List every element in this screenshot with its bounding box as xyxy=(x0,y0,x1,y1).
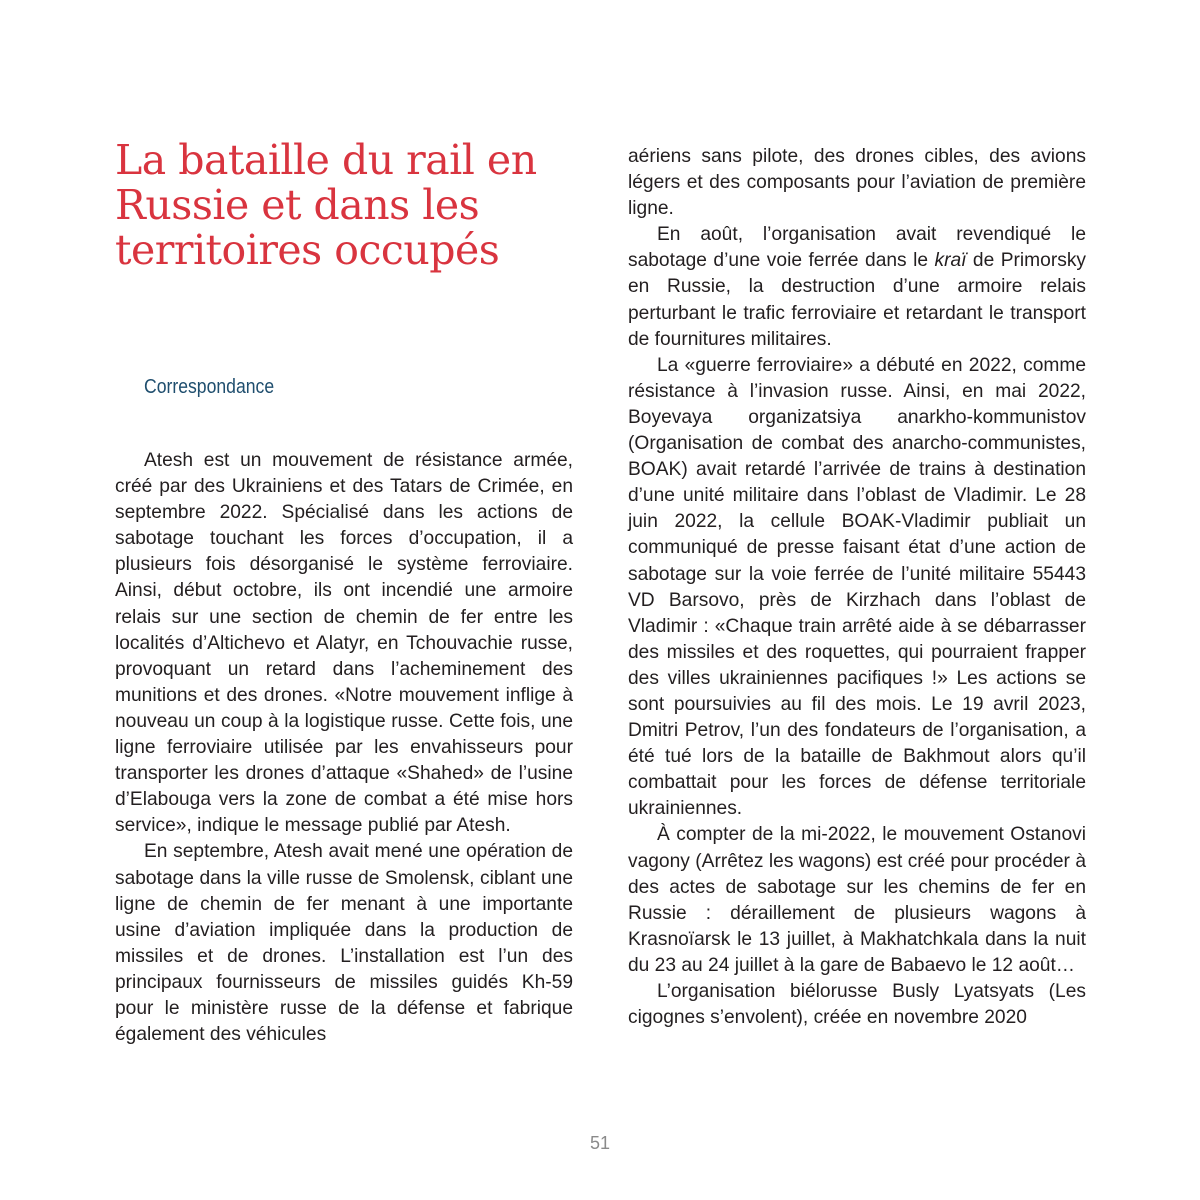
page-number: 51 xyxy=(589,1133,611,1153)
italic-term: kraï xyxy=(934,250,967,272)
text-span: de Primorsky en Russie, la destruction d’une armoire relais perturbant le trafic ferroviaire et retardant le transport de fournitures militaires. xyxy=(628,250,1087,350)
paragraph xyxy=(628,222,1086,352)
paragraph: L’organisation biélorusse Busly Lyatsyats (Les cigognes s’envolent), créée en novembre 2020 xyxy=(628,981,1086,1029)
right-column xyxy=(628,144,1086,1031)
paragraph: En septembre, Atesh avait mené une opération de sabotage dans la ville russe de Smolensk, ciblant une ligne de chemin de fer menant à une importante usine d’aviation impliquée dans la production de missiles et de drones. L’installation est l’un des principaux fournisseurs de missiles guidés Kh-59 pour le ministère russe de la défense et fabrique également des véhicules xyxy=(115,841,573,1046)
paragraph: À compter de la mi-2022, le mouvement Ostanovi vagony (Arrêtez les wagons) est créé pour procéder à des actes de sabotage sur les chemins de fer en Russie : déraillement de plusieurs wagons à Krasnoïarsk le 13 juillet, à Makhatchkala dans la nuit du 23 au 24 juillet à la gare de Babaevo le 12 août… xyxy=(628,824,1086,976)
left-column xyxy=(115,448,573,1048)
paragraph-continuation: aériens sans pilote, des drones cibles, des avions légers et des composants pour l’aviation de première ligne. xyxy=(628,146,1086,220)
article-title: La bataille du rail en Russie et dans les territoires occupés xyxy=(115,136,537,274)
paragraph: Atesh est un mouvement de résistance armée, créé par des Ukrainiens et des Tatars de Crimée, en septembre 2022. Spécialisé dans les actions de sabotage touchant les forces d’occupation, il a plusieurs fois désorganisé le système ferroviaire. Ainsi, début octobre, ils ont incendié une armoire relais sur une section de chemin de fer entre les localités d’Altichevo et Alatyr, en Tchouvachie russe, provoquant un retard dans l’acheminement des munitions et des drones. «Notre mouvement inflige à nouveau un coup à la logistique russe. Cette fois, une ligne ferroviaire utilisée par les envahisseurs pour transporter les drones d’attaque «Shahed» de l’usine d’Elabouga vers la zone de combat a été mise hors service», indique le message publié par Atesh. xyxy=(115,450,573,837)
section-label: Correspondance xyxy=(144,376,275,398)
text-span: En août, l’organisation avait revendiqué le sabotage d’une voie ferrée dans le xyxy=(628,224,1086,272)
paragraph: La «guerre ferroviaire» a débuté en 2022, comme résistance à l’invasion russe. Ainsi, en mai 2022, Boyevaya organizatsiya anarkho-kommunistov (Organisation de combat des anarcho-communistes, BOAK) avait retardé l’arrivée de trains à destination d’une unité militaire dans l’oblast de Vladimir. Le 28 juin 2022, la cellule BOAK-Vladimir publiait un communiqué de presse faisant état d’une action de sabotage sur la voie ferrée de l’unité militaire 55443 VD Barsovo, près de Kirzhach dans l’oblast de Vladimir : «Chaque train arrêté aide à se débarrasser des missiles et des roquettes, qui pourraient frapper des villes ukrainiennes pacifiques !» Les actions se sont poursuivies au fil des mois. Le 19 avril 2023, Dmitri Petrov, l’un des fondateurs de l’organisation, a été tué lors de la bataille de Bakhmout alors qu’il combattait pour les forces de défense territoriale ukrainiennes. xyxy=(628,354,1086,820)
